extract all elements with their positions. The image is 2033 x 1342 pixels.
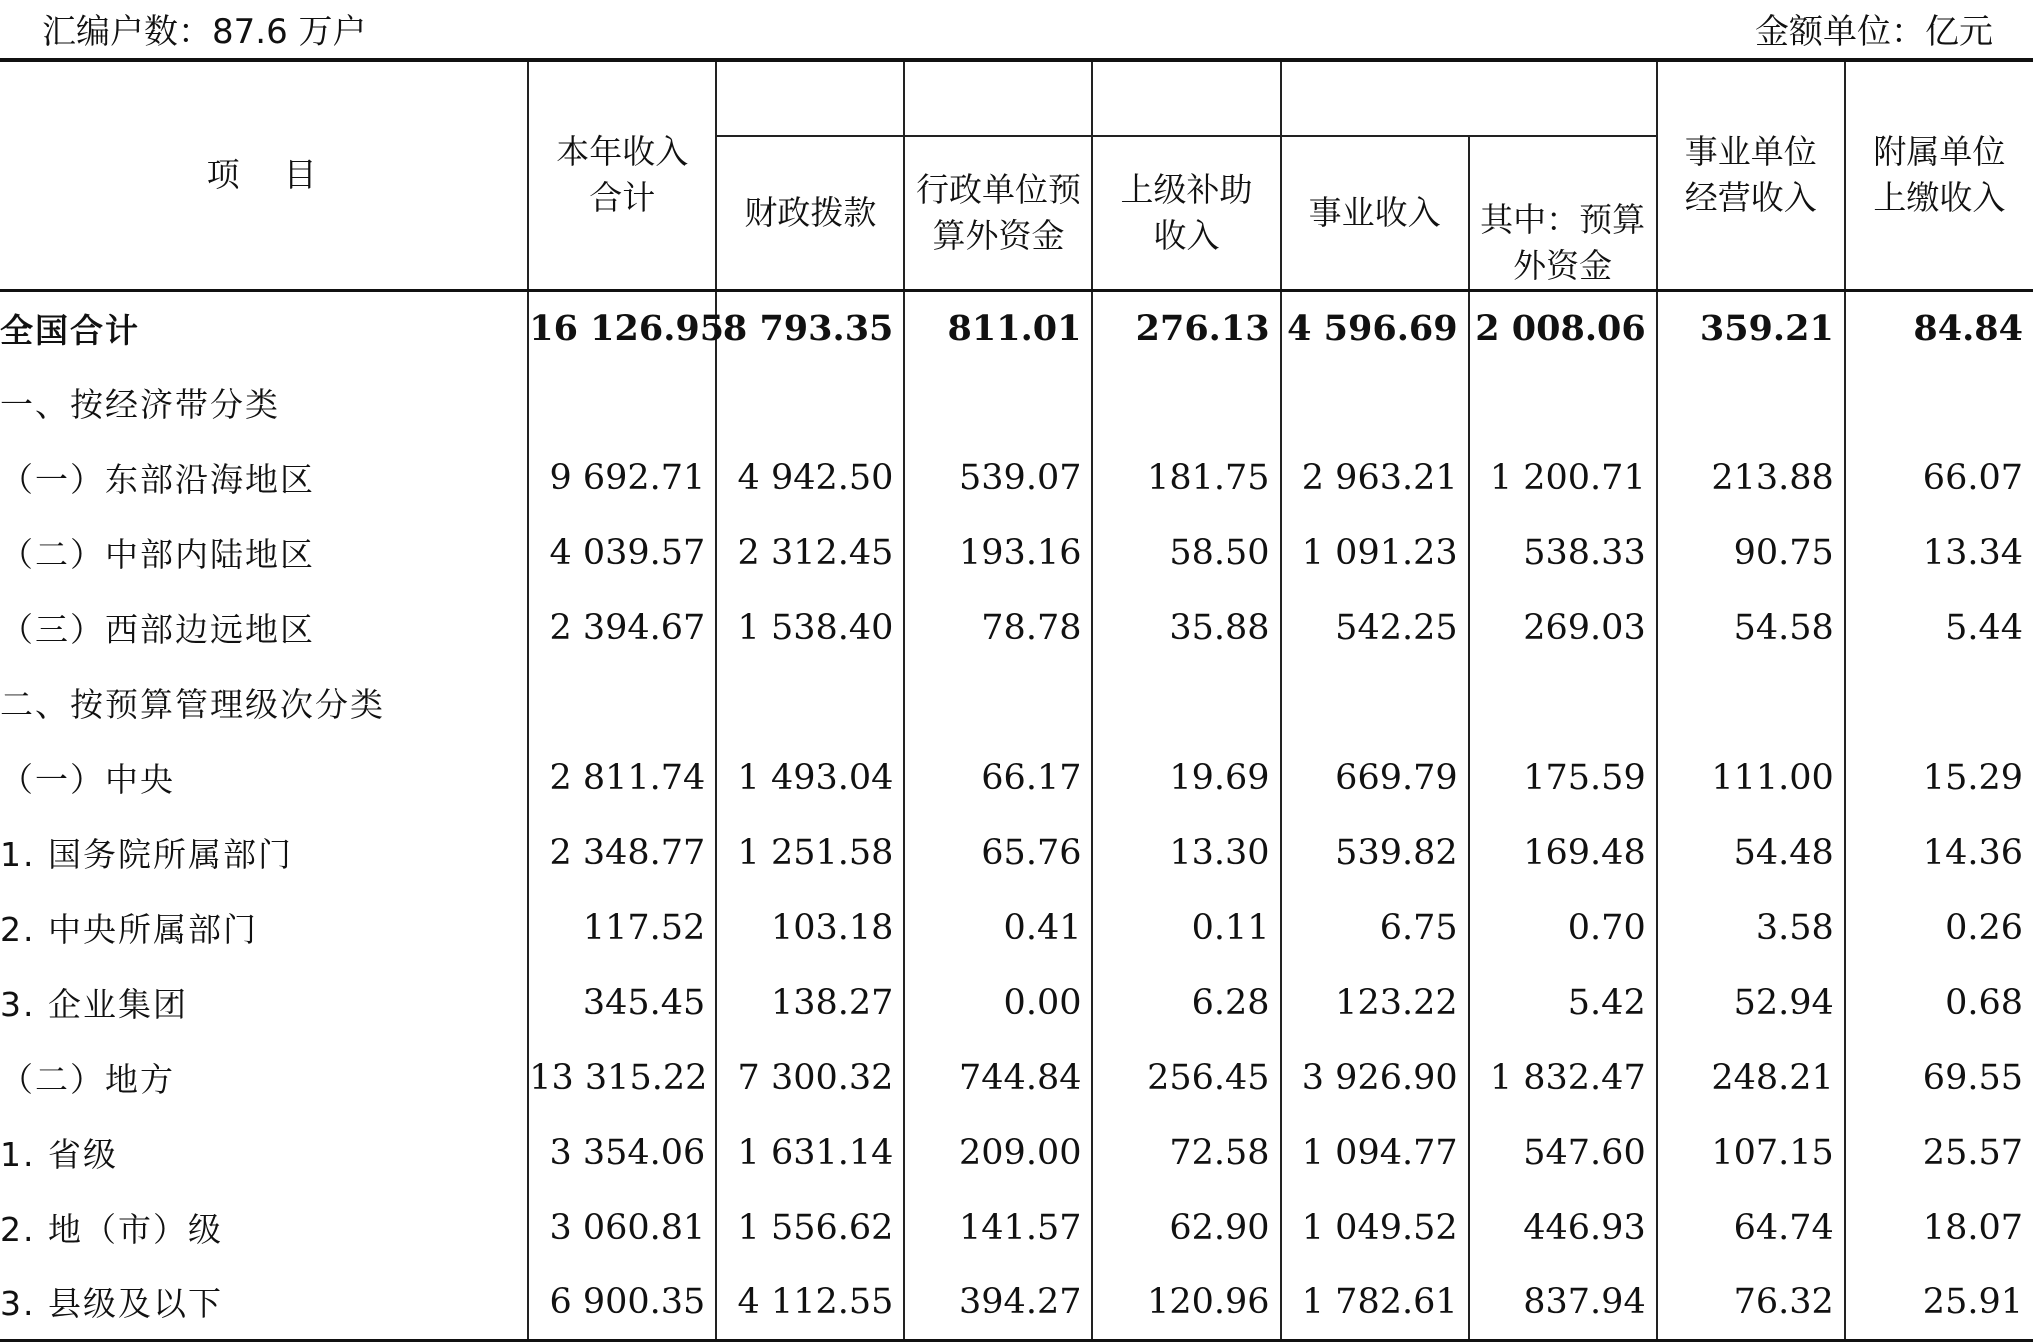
header-fiscal-appropriation: 财政拨款 (716, 136, 904, 290)
cell-value: 69.55 (1845, 1040, 2033, 1115)
cell-value (528, 365, 716, 440)
cell-value: 0.70 (1469, 890, 1657, 965)
cell-value: 52.94 (1657, 965, 1845, 1040)
cell-value (1657, 665, 1845, 740)
table-row (0, 590, 2033, 665)
table-row (0, 740, 2033, 815)
revenue-table (0, 58, 2033, 1342)
cell-value: 3 060.81 (528, 1190, 716, 1265)
cell-value: 65.76 (904, 815, 1092, 890)
row-label: （三）西部边远地区 (0, 610, 315, 649)
table-row (0, 965, 2033, 1040)
cell-value: 1 493.04 (716, 740, 904, 815)
cell-value: 90.75 (1657, 515, 1845, 590)
row-label: （一）中央 (0, 760, 175, 799)
cell-value (528, 665, 716, 740)
cell-value: 1 094.77 (1281, 1115, 1469, 1190)
cell-value: 744.84 (904, 1040, 1092, 1115)
table-row (0, 1190, 2033, 1265)
cell-value: 66.17 (904, 740, 1092, 815)
cell-value: 4 596.69 (1281, 290, 1469, 365)
cell-value: 58.50 (1092, 515, 1280, 590)
table-row (0, 1040, 2033, 1115)
cell-value: 8 793.35 (716, 290, 904, 365)
amount-unit: 金额单位：亿元 (1755, 12, 1993, 52)
table-row (0, 665, 2033, 740)
cell-value: 62.90 (1092, 1190, 1280, 1265)
cell-value: 19.69 (1092, 740, 1280, 815)
cell-value: 66.07 (1845, 440, 2033, 515)
cell-value: 2 312.45 (716, 515, 904, 590)
cell-value: 4 039.57 (528, 515, 716, 590)
cell-value: 6 900.35 (528, 1265, 716, 1340)
cell-value: 54.58 (1657, 590, 1845, 665)
cell-value (1281, 665, 1469, 740)
cell-value: 0.00 (904, 965, 1092, 1040)
cell-value (1092, 665, 1280, 740)
cell-value: 5.44 (1845, 590, 2033, 665)
cell-value: 1 631.14 (716, 1115, 904, 1190)
row-label: 1. 国务院所属部门 (0, 835, 293, 874)
cell-value: 181.75 (1092, 440, 1280, 515)
cell-value: 64.74 (1657, 1190, 1845, 1265)
header-spacer-d (1281, 60, 1657, 136)
cell-value: 78.78 (904, 590, 1092, 665)
cell-value: 539.82 (1281, 815, 1469, 890)
header-business-income: 事业收入 (1281, 136, 1469, 290)
row-label: 一、按经济带分类 (0, 385, 280, 424)
cell-value: 446.93 (1469, 1190, 1657, 1265)
cell-value: 13.34 (1845, 515, 2033, 590)
cell-value: 141.57 (904, 1190, 1092, 1265)
cell-value: 3.58 (1657, 890, 1845, 965)
table-body (0, 290, 2033, 1340)
cell-value: 138.27 (716, 965, 904, 1040)
header-subsidiary-income: 附属单位上缴收入 (1845, 60, 2033, 290)
cell-value: 13 315.22 (528, 1040, 716, 1115)
cell-value (1845, 665, 2033, 740)
row-label: 2. 地（市）级 (0, 1210, 223, 1249)
cell-value: 9 692.71 (528, 440, 716, 515)
cell-value: 1 556.62 (716, 1190, 904, 1265)
cell-value: 193.16 (904, 515, 1092, 590)
cell-value: 0.26 (1845, 890, 2033, 965)
cell-value: 4 112.55 (716, 1265, 904, 1340)
cell-value: 107.15 (1657, 1115, 1845, 1190)
cell-value: 16 126.95 (528, 290, 716, 365)
cell-value: 1 538.40 (716, 590, 904, 665)
header-total-income: 本年收入合计 (528, 60, 716, 290)
cell-value: 15.29 (1845, 740, 2033, 815)
cell-value (1845, 365, 2033, 440)
cell-value (1657, 365, 1845, 440)
cell-value: 3 926.90 (1281, 1040, 1469, 1115)
table-row (0, 1265, 2033, 1340)
cell-value: 6.28 (1092, 965, 1280, 1040)
cell-value: 394.27 (904, 1265, 1092, 1340)
cell-value: 76.32 (1657, 1265, 1845, 1340)
row-label: （二）地方 (0, 1060, 175, 1099)
row-label: 全国合计 (0, 310, 140, 350)
table-row (0, 1115, 2033, 1190)
cell-value: 84.84 (1845, 290, 2033, 365)
table-row (0, 890, 2033, 965)
cell-value: 6.75 (1281, 890, 1469, 965)
cell-value: 248.21 (1657, 1040, 1845, 1115)
cell-value (1469, 665, 1657, 740)
cell-value: 13.30 (1092, 815, 1280, 890)
cell-value: 25.91 (1845, 1265, 2033, 1340)
cell-value: 539.07 (904, 440, 1092, 515)
cell-value: 25.57 (1845, 1115, 2033, 1190)
row-label: （二）中部内陆地区 (0, 535, 315, 574)
cell-value: 1 200.71 (1469, 440, 1657, 515)
header-of-which-extrabudget: 其中：预算外资金 (1469, 136, 1657, 290)
cell-value: 538.33 (1469, 515, 1657, 590)
cell-value: 2 348.77 (528, 815, 716, 890)
cell-value: 4 942.50 (716, 440, 904, 515)
row-label: 3. 县级及以下 (0, 1284, 223, 1324)
row-label: 2. 中央所属部门 (0, 910, 258, 949)
cell-value: 54.48 (1657, 815, 1845, 890)
cell-value: 117.52 (528, 890, 716, 965)
table-row (0, 440, 2033, 515)
header-spacer-a (716, 60, 904, 136)
cell-value: 14.36 (1845, 815, 2033, 890)
table-caption-bar (0, 0, 2033, 60)
cell-value: 111.00 (1657, 740, 1845, 815)
cell-value: 2 394.67 (528, 590, 716, 665)
cell-value: 1 832.47 (1469, 1040, 1657, 1115)
cell-value: 3 354.06 (528, 1115, 716, 1190)
header-superior-subsidy: 上级补助收入 (1092, 136, 1280, 290)
table-row (0, 290, 2033, 365)
cell-value: 175.59 (1469, 740, 1657, 815)
cell-value: 345.45 (528, 965, 716, 1040)
cell-value: 837.94 (1469, 1265, 1657, 1340)
table-header (0, 60, 2033, 290)
cell-value: 0.41 (904, 890, 1092, 965)
cell-value: 1 782.61 (1281, 1265, 1469, 1340)
cell-value: 72.58 (1092, 1115, 1280, 1190)
cell-value (1281, 365, 1469, 440)
cell-value: 669.79 (1281, 740, 1469, 815)
cell-value (904, 365, 1092, 440)
household-count: 汇编户数：87.6 万户 (42, 12, 367, 52)
table-row (0, 815, 2033, 890)
cell-value: 811.01 (904, 290, 1092, 365)
cell-value: 0.68 (1845, 965, 2033, 1040)
header-admin-extrabudget: 行政单位预算外资金 (904, 136, 1092, 290)
cell-value (1092, 365, 1280, 440)
table-row (0, 515, 2033, 590)
cell-value (1469, 365, 1657, 440)
header-item: 项目 (206, 155, 361, 195)
cell-value: 123.22 (1281, 965, 1469, 1040)
cell-value: 7 300.32 (716, 1040, 904, 1115)
cell-value: 359.21 (1657, 290, 1845, 365)
cell-value: 35.88 (1092, 590, 1280, 665)
cell-value: 547.60 (1469, 1115, 1657, 1190)
cell-value: 209.00 (904, 1115, 1092, 1190)
cell-value: 213.88 (1657, 440, 1845, 515)
row-label: 1. 省级 (0, 1135, 118, 1174)
row-label: 3. 企业集团 (0, 985, 188, 1024)
cell-value (904, 665, 1092, 740)
cell-value (716, 665, 904, 740)
header-spacer-b (904, 60, 1092, 136)
cell-value: 276.13 (1092, 290, 1280, 365)
cell-value: 2 811.74 (528, 740, 716, 815)
table-row (0, 365, 2033, 440)
cell-value: 0.11 (1092, 890, 1280, 965)
cell-value: 120.96 (1092, 1265, 1280, 1340)
cell-value: 169.48 (1469, 815, 1657, 890)
header-operating-income: 事业单位经营收入 (1657, 60, 1845, 290)
cell-value: 18.07 (1845, 1190, 2033, 1265)
cell-value: 2 963.21 (1281, 440, 1469, 515)
row-label: （一）东部沿海地区 (0, 460, 315, 499)
row-label: 二、按预算管理级次分类 (0, 685, 385, 724)
cell-value: 269.03 (1469, 590, 1657, 665)
cell-value: 256.45 (1092, 1040, 1280, 1115)
header-spacer-c (1092, 60, 1280, 136)
cell-value: 1 251.58 (716, 815, 904, 890)
cell-value: 1 049.52 (1281, 1190, 1469, 1265)
cell-value: 103.18 (716, 890, 904, 965)
cell-value: 2 008.06 (1469, 290, 1657, 365)
cell-value: 542.25 (1281, 590, 1469, 665)
cell-value: 1 091.23 (1281, 515, 1469, 590)
cell-value (716, 365, 904, 440)
cell-value: 5.42 (1469, 965, 1657, 1040)
